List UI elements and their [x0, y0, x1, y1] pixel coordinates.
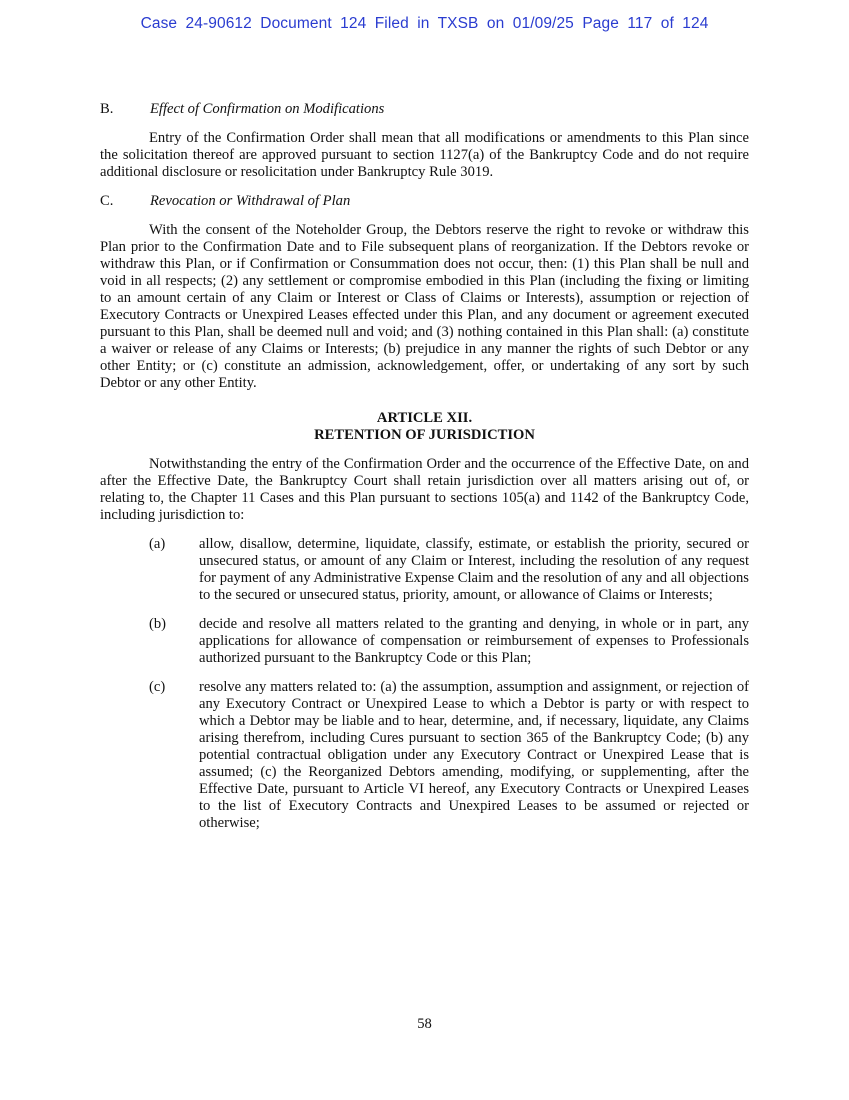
section-paragraph: With the consent of the Noteholder Group, the Debtors reserve the right to revoke or withdraw this Plan prior to the Confirmation Date and to File subsequent plans of reorganization. If the Debtors revoke or withdraw this Plan, or if Confirmation or Consummation does not occur, then: (1) this Plan shall be null and void in all respects; (2) any settlement or compromise embodied in this Plan (including the fixing or limiting to an amount certain of any Claim or Interest or Class of Claims or Interests), assumption or rejection of Executory Contracts or Unexpired Leases effected under this Plan, and any document or agreement executed pursuant to this Plan, shall be deemed null and void; and (3) nothing contained in this Plan shall: (a) constitute a waiver or release of any Claims or Interests; (b) prejudice in any manner the rights of such Debtor or any other Entity; or (c) constitute an admission, acknowledgement, offer, or undertaking of any sort by such Debtor or any other Entity. [100, 222, 749, 391]
list-item [100, 616, 749, 667]
page-number: 58 [417, 1016, 432, 1032]
section-title: Effect of Confirmation on Modifications [150, 101, 385, 117]
filed-info: Filed in TXSB on 01/09/25 [374, 15, 574, 32]
list-item-text: allow, disallow, determine, liquidate, classify, estimate, or establish the priority, secured or unsecured status, or amount of any Claim or Interest, including the resolution of any request for payment of any Administrative Expense Claim and the resolution of any and all objections to the secured or unsecured status, priority, amount, or allowance of Claims or Interests; [199, 536, 749, 603]
section-paragraph: Entry of the Confirmation Order shall mean that all modifications or amendments to this Plan since the solicitation thereof are approved pursuant to section 1127(a) of the Bankruptcy Code and do not require additional disclosure or resolicitation under Bankruptcy Rule 3019. [100, 130, 749, 180]
list-item [100, 536, 749, 604]
filing-header [0, 15, 849, 33]
article-title: RETENTION OF JURISDICTION [314, 427, 535, 443]
case-number: Case 24-90612 [140, 15, 252, 32]
page-of-total: Page 117 of 124 [582, 15, 709, 32]
list-item-label: (a) [149, 536, 166, 552]
list-item-label: (c) [149, 679, 166, 695]
document-body [100, 101, 749, 844]
section-title: Revocation or Withdrawal of Plan [150, 193, 351, 209]
section-heading-b [100, 101, 749, 118]
article-number: ARTICLE XII. [376, 410, 473, 426]
list-item-label: (b) [149, 616, 167, 632]
list-item [100, 679, 749, 832]
section-heading-c [100, 193, 749, 210]
section-letter: C. [100, 193, 114, 209]
list-item-text: resolve any matters related to: (a) the assumption, assumption and assignment, or rejection of any Executory Contract or Unexpired Lease to which a Debtor is party or with respect to which a Debtor may be liable and to hear, determine, and, if necessary, liquidate, any Claims arising therefrom, including Cures pursuant to section 365 of the Bankruptcy Code; (b) any potential contractual obligation under any Executory Contract or Unexpired Lease that is assumed; (c) the Reorganized Debtors amending, modifying, or supplementing, after the Effective Date, pursuant to Article VI hereof, any Executory Contracts or Unexpired Leases to the list of Executory Contracts and Unexpired Leases to be assumed or rejected or otherwise; [199, 679, 749, 831]
article-intro: Notwithstanding the entry of the Confirmation Order and the occurrence of the Effective Date, on and after the Effective Date, the Bankruptcy Court shall retain jurisdiction over all matters arising out of, or relating to, the Chapter 11 Cases and this Plan pursuant to sections 105(a) and 1142 of the Bankruptcy Code, including jurisdiction to: [100, 456, 749, 523]
article-heading [100, 410, 749, 444]
document-number: Document 124 [260, 15, 367, 32]
section-letter: B. [100, 101, 114, 117]
list-item-text: decide and resolve all matters related to the granting and denying, in whole or in part, any applications for allowance of compensation or reimbursement of expenses to Professionals authorized pursuant to the Bankruptcy Code or this Plan; [199, 616, 749, 666]
